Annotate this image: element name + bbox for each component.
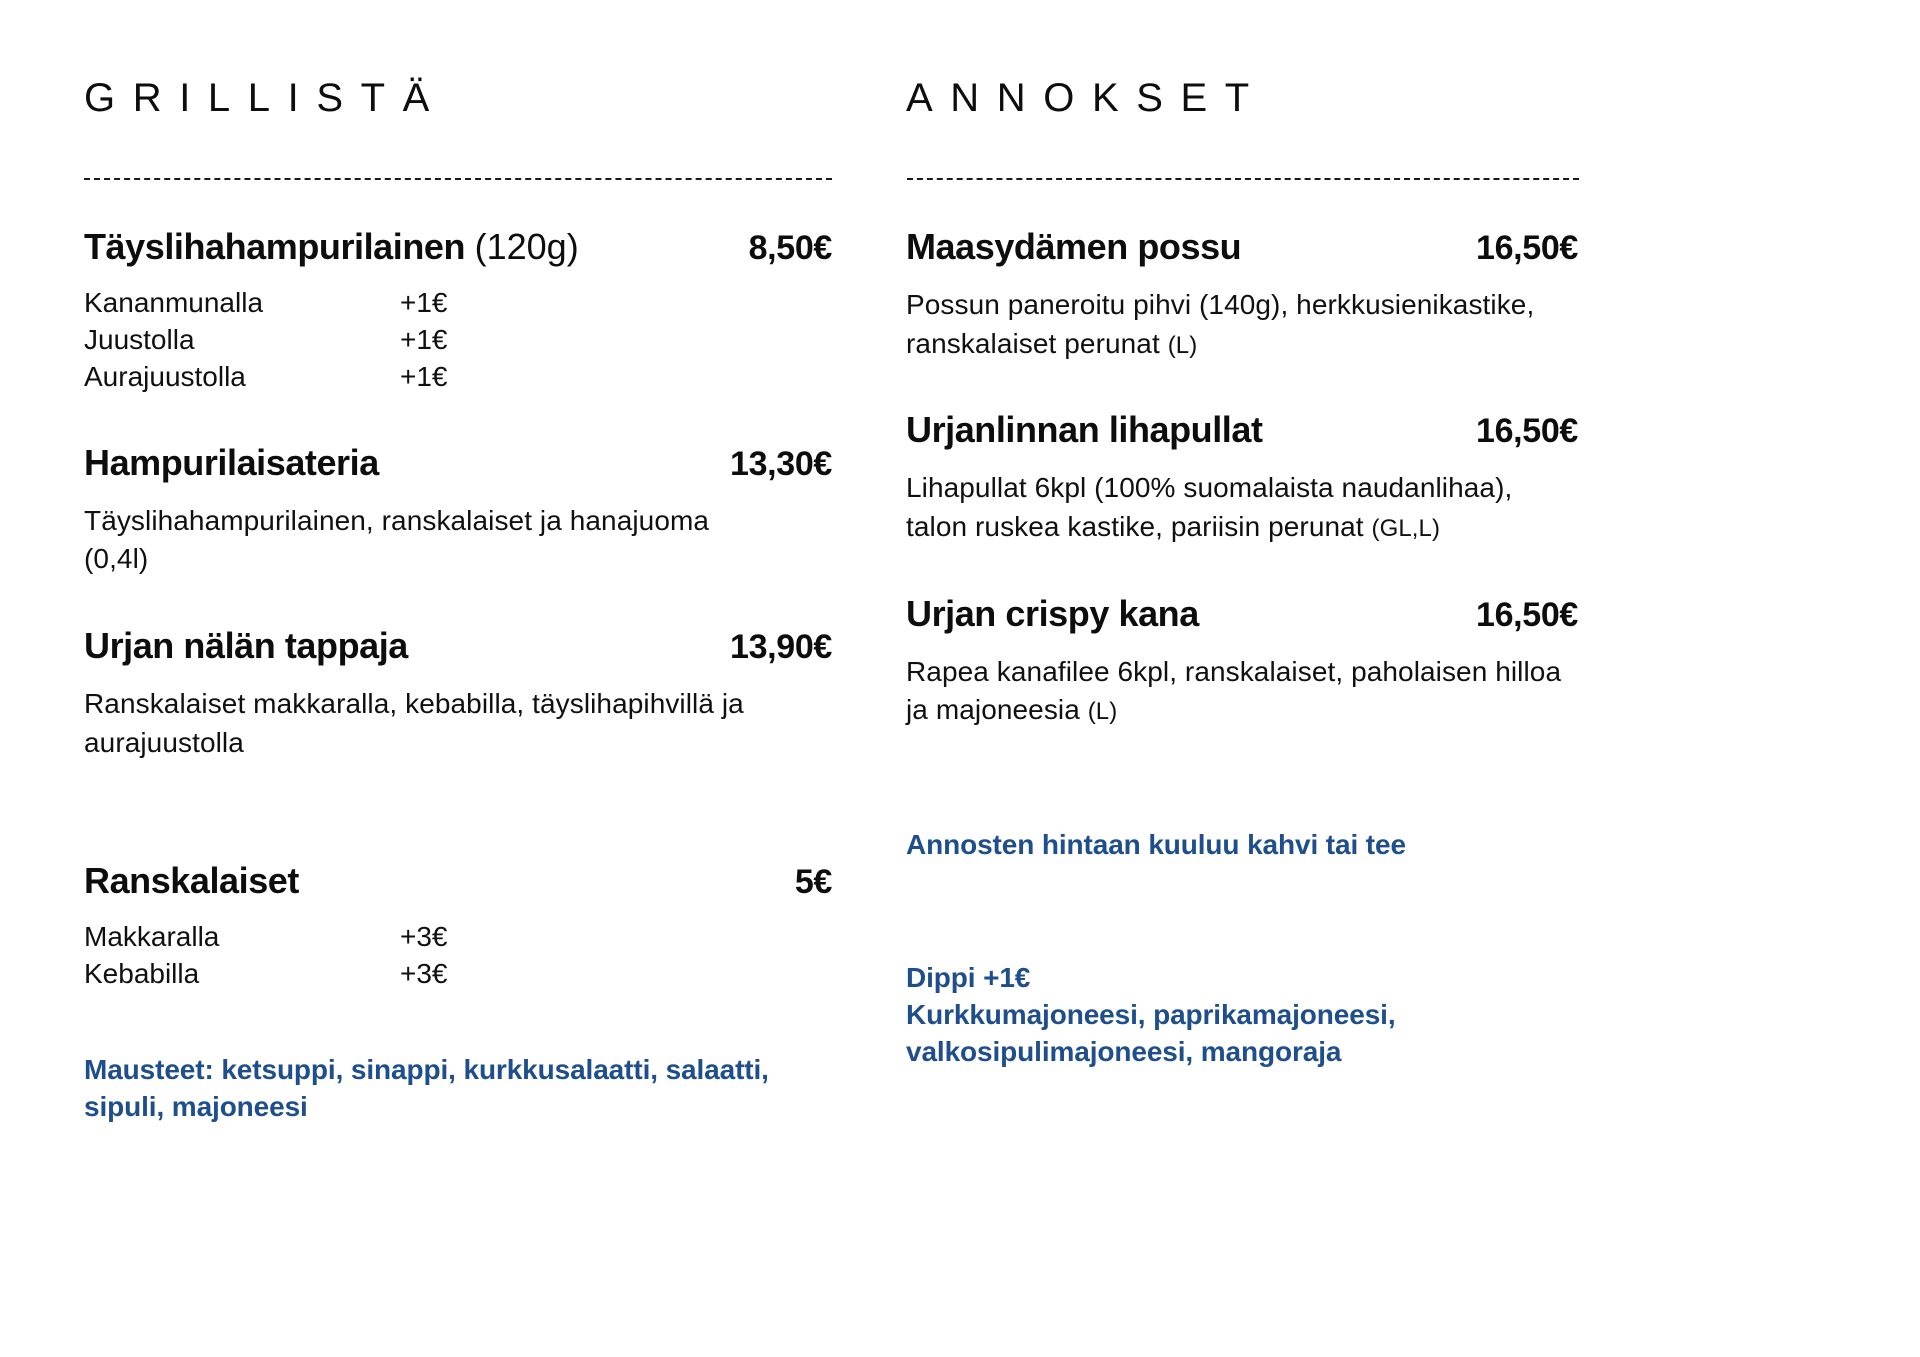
option-row [84,284,820,321]
menu-item-description [906,286,1566,363]
menu-item [906,593,1580,730]
menu-item-name-row [84,226,579,267]
menu-column-annokset [820,78,1580,1071]
menu-item-allergen: (GL,L) [1371,514,1441,542]
option-price: +1€ [400,287,448,318]
menu-item-name: Hampurilaisateria [84,441,379,483]
option-price: +1€ [400,324,448,356]
menu-item-weight: (120g) [474,226,579,267]
menu-item-description: Ranskalaiset makkaralla, kebabilla, täyslihapihvillä ja aurajuustolla [84,687,744,758]
menu-item-name: Ranskalaiset [84,860,299,902]
seasonings-note: Mausteet: ketsuppi, sinappi, kurkkusalaatti, salaatti, sipuli, majoneesi [84,1053,769,1122]
layout-spacer [84,993,820,1051]
layout-spacer [84,762,820,820]
menu-item-price: 13,90€ [730,627,832,666]
menu-item-header [906,226,1578,268]
menu-item-price: 16,50€ [1476,412,1578,451]
menu-item-name: Täyslihahampurilainen [84,226,466,267]
menu-item [84,226,832,396]
option-price: +1€ [400,361,448,393]
option-label: Kebabilla [84,958,200,990]
menu-item-name: Urjanlinnan lihapullat [906,409,1263,451]
menu-item-name: Urjan crispy kana [906,592,1199,634]
menu-item-name: Maasydämen possu [906,226,1242,267]
option-row [84,358,820,395]
menu-item-price: 16,50€ [1476,229,1578,267]
menu-item-description [906,653,1566,730]
menu-item-description-text: Rapea kanafilee 6kpl, ranskalaiset, paholaisen hilloa ja majoneesia [906,655,1562,726]
menu-item-options [84,284,820,396]
option-label: Aurajuustolla [84,361,246,393]
option-label: Juustolla [84,324,195,356]
menu-item [84,441,832,579]
option-row [84,955,820,992]
option-price: +3€ [400,921,448,953]
option-row [84,321,820,358]
dip-note [906,959,1580,1071]
menu-item-description-text: Possun paneroitu pihvi (140g), herkkusienikastike, ranskalaiset perunat [906,289,1535,359]
menu-item-description: Täyslihahampurilainen, ranskalaiset ja hanajuoma (0,4l) [84,504,710,575]
menu-item-header [84,226,832,268]
menu-item-price: 16,50€ [1476,595,1578,634]
menu-item-header [84,860,832,902]
menu-item-name-row [84,442,379,483]
menu-item-allergen: (L) [1167,331,1198,359]
option-price: +3€ [400,958,448,990]
menu-item-header [906,409,1578,451]
menu-item [906,409,1580,546]
menu-column-grillista [0,76,832,1125]
menu-item-price: 8,50€ [748,229,832,267]
coffee-included-note: Annosten hintaan kuuluu kahvi tai tee [906,828,1406,860]
menu-item-name-row [906,226,1241,267]
menu-item-header [84,625,832,667]
menu-item-name-row [84,625,408,666]
menu-item [906,226,1580,363]
section-divider-left [84,178,832,180]
menu-item-header [906,593,1578,635]
menu-item [84,860,832,992]
dip-note-title: Dippi +1€ [906,961,1031,993]
menu-item-name-row [84,860,299,901]
menu-item-description-text: Lihapullat 6kpl (100% suomalaista naudanlihaa), talon ruskea kastike, pariisin perunat [906,472,1513,542]
option-label: Kananmunalla [84,287,264,318]
layout-spacer [906,863,1580,959]
menu-item-options [84,918,820,992]
menu-item-name-row [906,593,1199,634]
menu-item-price: 13,30€ [730,444,832,483]
section-divider-right [907,178,1579,180]
menu-item-name: Urjan nälän tappaja [84,624,408,666]
layout-spacer [906,730,1580,826]
menu-item-header [84,442,832,484]
option-row [84,918,820,955]
section-title-grillista: GRILLISTÄ [84,76,447,120]
dip-note-body: Kurkkumajoneesi, paprikamajoneesi, valkosipulimajoneesi, mangoraja [906,999,1396,1068]
section-title-annokset: ANNOKSET [906,76,1267,120]
menu-item-price: 5€ [794,863,832,902]
menu-item [84,624,832,762]
option-label: Makkaralla [84,921,220,953]
menu-item-description [906,469,1566,546]
menu-item-allergen: (L) [1087,698,1118,726]
menu-item-name-row [906,409,1263,450]
